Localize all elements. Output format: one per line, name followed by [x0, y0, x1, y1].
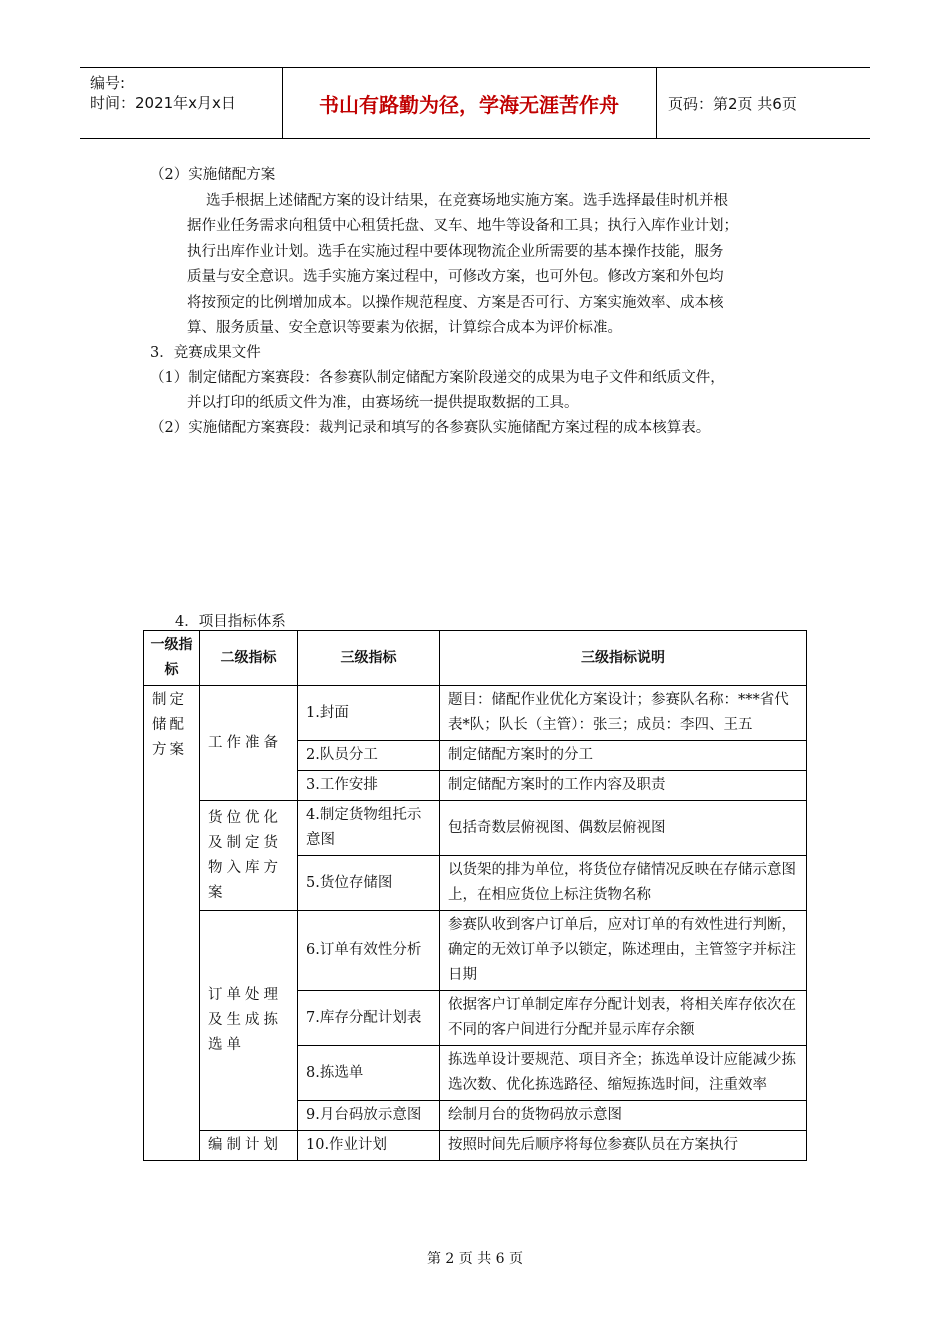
desc-cell: 制定储配方案时的分工: [440, 741, 807, 771]
header-page-label: 页码：第2页 共6页: [668, 94, 797, 113]
doc-time-label: 时间：2021年x月x日: [90, 94, 236, 112]
header-motto: 书山有路勤为径，学海无涯苦作舟: [282, 68, 657, 138]
level3-cell: 9.月台码放示意图: [298, 1101, 440, 1131]
level2-cell: 工作准备: [200, 686, 298, 801]
page-header: [80, 67, 870, 139]
desc-cell: 以货架的排为单位，将货位存储情况反映在存储示意图上，在相应货位上标注货物名称: [440, 856, 807, 911]
text-line: （2）实施储配方案: [150, 167, 276, 183]
text-line: 将按预定的比例增加成本。以操作规范程度、方案是否可行、方案实施效率、成本核: [187, 295, 724, 311]
level3-cell: 2.队员分工: [298, 741, 440, 771]
text-line: （2）实施储配方案赛段：裁判记录和填写的各参赛队实施储配方案过程的成本核算表。: [150, 420, 711, 436]
desc-cell: 按照时间先后顺序将每位参赛队员在方案执行: [440, 1131, 807, 1161]
level3-cell: 3.工作安排: [298, 771, 440, 801]
text-line: 据作业任务需求向租赁中心租赁托盘、叉车、地牛等设备和工具；执行入库作业计划；: [187, 218, 738, 234]
level3-cell: 8.拣选单: [298, 1046, 440, 1101]
level3-cell: 7.库存分配计划表: [298, 991, 440, 1046]
desc-cell: 题目：储配作业优化方案设计；参赛队名称：***省代表*队；队长（主管）：张三；成员：李四、王五: [440, 686, 807, 741]
level3-cell: 4.制定货物组托示意图: [298, 801, 440, 856]
level3-cell: 6.订单有效性分析: [298, 911, 440, 991]
indicator-table: [143, 630, 807, 1161]
text-line: 执行出库作业计划。选手在实施过程中要体现物流企业所需要的基本操作技能，服务: [187, 244, 724, 260]
text-line: （1）制定储配方案赛段：各参赛队制定储配方案阶段递交的成果为电子文件和纸质文件，: [150, 370, 725, 386]
table-row: [144, 801, 807, 856]
section-heading: 3．竞赛成果文件: [150, 345, 261, 361]
level1-cell: 制定储配方案: [144, 686, 200, 1161]
text-line: 选手根据上述储配方案的设计结果，在竞赛场地实施方案。选手选择最佳时机并根: [206, 193, 728, 209]
table-caption: 4．项目指标体系: [175, 614, 286, 630]
text-line: 算、服务质量、安全意识等要素为依据，计算综合成本为评价标准。: [187, 320, 622, 336]
text-line: 质量与安全意识。选手实施方案过程中，可修改方案，也可外包。修改方案和外包均: [187, 269, 724, 285]
col-header-level1: 一级指标: [144, 631, 200, 686]
page-footer: 第 2 页 共 6 页: [426, 1251, 524, 1267]
desc-cell: 绘制月台的货物码放示意图: [440, 1101, 807, 1131]
col-header-level2: 二级指标: [200, 631, 298, 686]
level2-cell: 编制计划: [200, 1131, 298, 1161]
desc-cell: 依据客户订单制定库存分配计划表，将相关库存依次在不同的客户间进行分配并显示库存余额: [440, 991, 807, 1046]
level3-cell: 10.作业计划: [298, 1131, 440, 1161]
desc-cell: 参赛队收到客户订单后，应对订单的有效性进行判断，确定的无效订单予以锁定，陈述理由，主管签字并标注日期: [440, 911, 807, 991]
table-row: [144, 1131, 807, 1161]
level2-cell: 货位优化及制定货物入库方案: [200, 801, 298, 911]
header-meta: [80, 68, 283, 138]
col-header-level3: 三级指标: [298, 631, 440, 686]
doc-code-label: 编号:: [90, 74, 126, 92]
text-line: 并以打印的纸质文件为准，由赛场统一提供提取数据的工具。: [187, 395, 579, 411]
level3-cell: 1.封面: [298, 686, 440, 741]
desc-cell: 包括奇数层俯视图、偶数层俯视图: [440, 801, 807, 856]
table-header-row: [144, 631, 807, 686]
desc-cell: 制定储配方案时的工作内容及职责: [440, 771, 807, 801]
level3-cell: 5.货位存储图: [298, 856, 440, 911]
level2-cell: 订单处理及生成拣选单: [200, 911, 298, 1131]
table-row: [144, 911, 807, 991]
col-header-desc: 三级指标说明: [440, 631, 807, 686]
desc-cell: 拣选单设计要规范、项目齐全；拣选单设计应能减少拣选次数、优化拣选路径、缩短拣选时间，注重效率: [440, 1046, 807, 1101]
table-row: [144, 686, 807, 741]
